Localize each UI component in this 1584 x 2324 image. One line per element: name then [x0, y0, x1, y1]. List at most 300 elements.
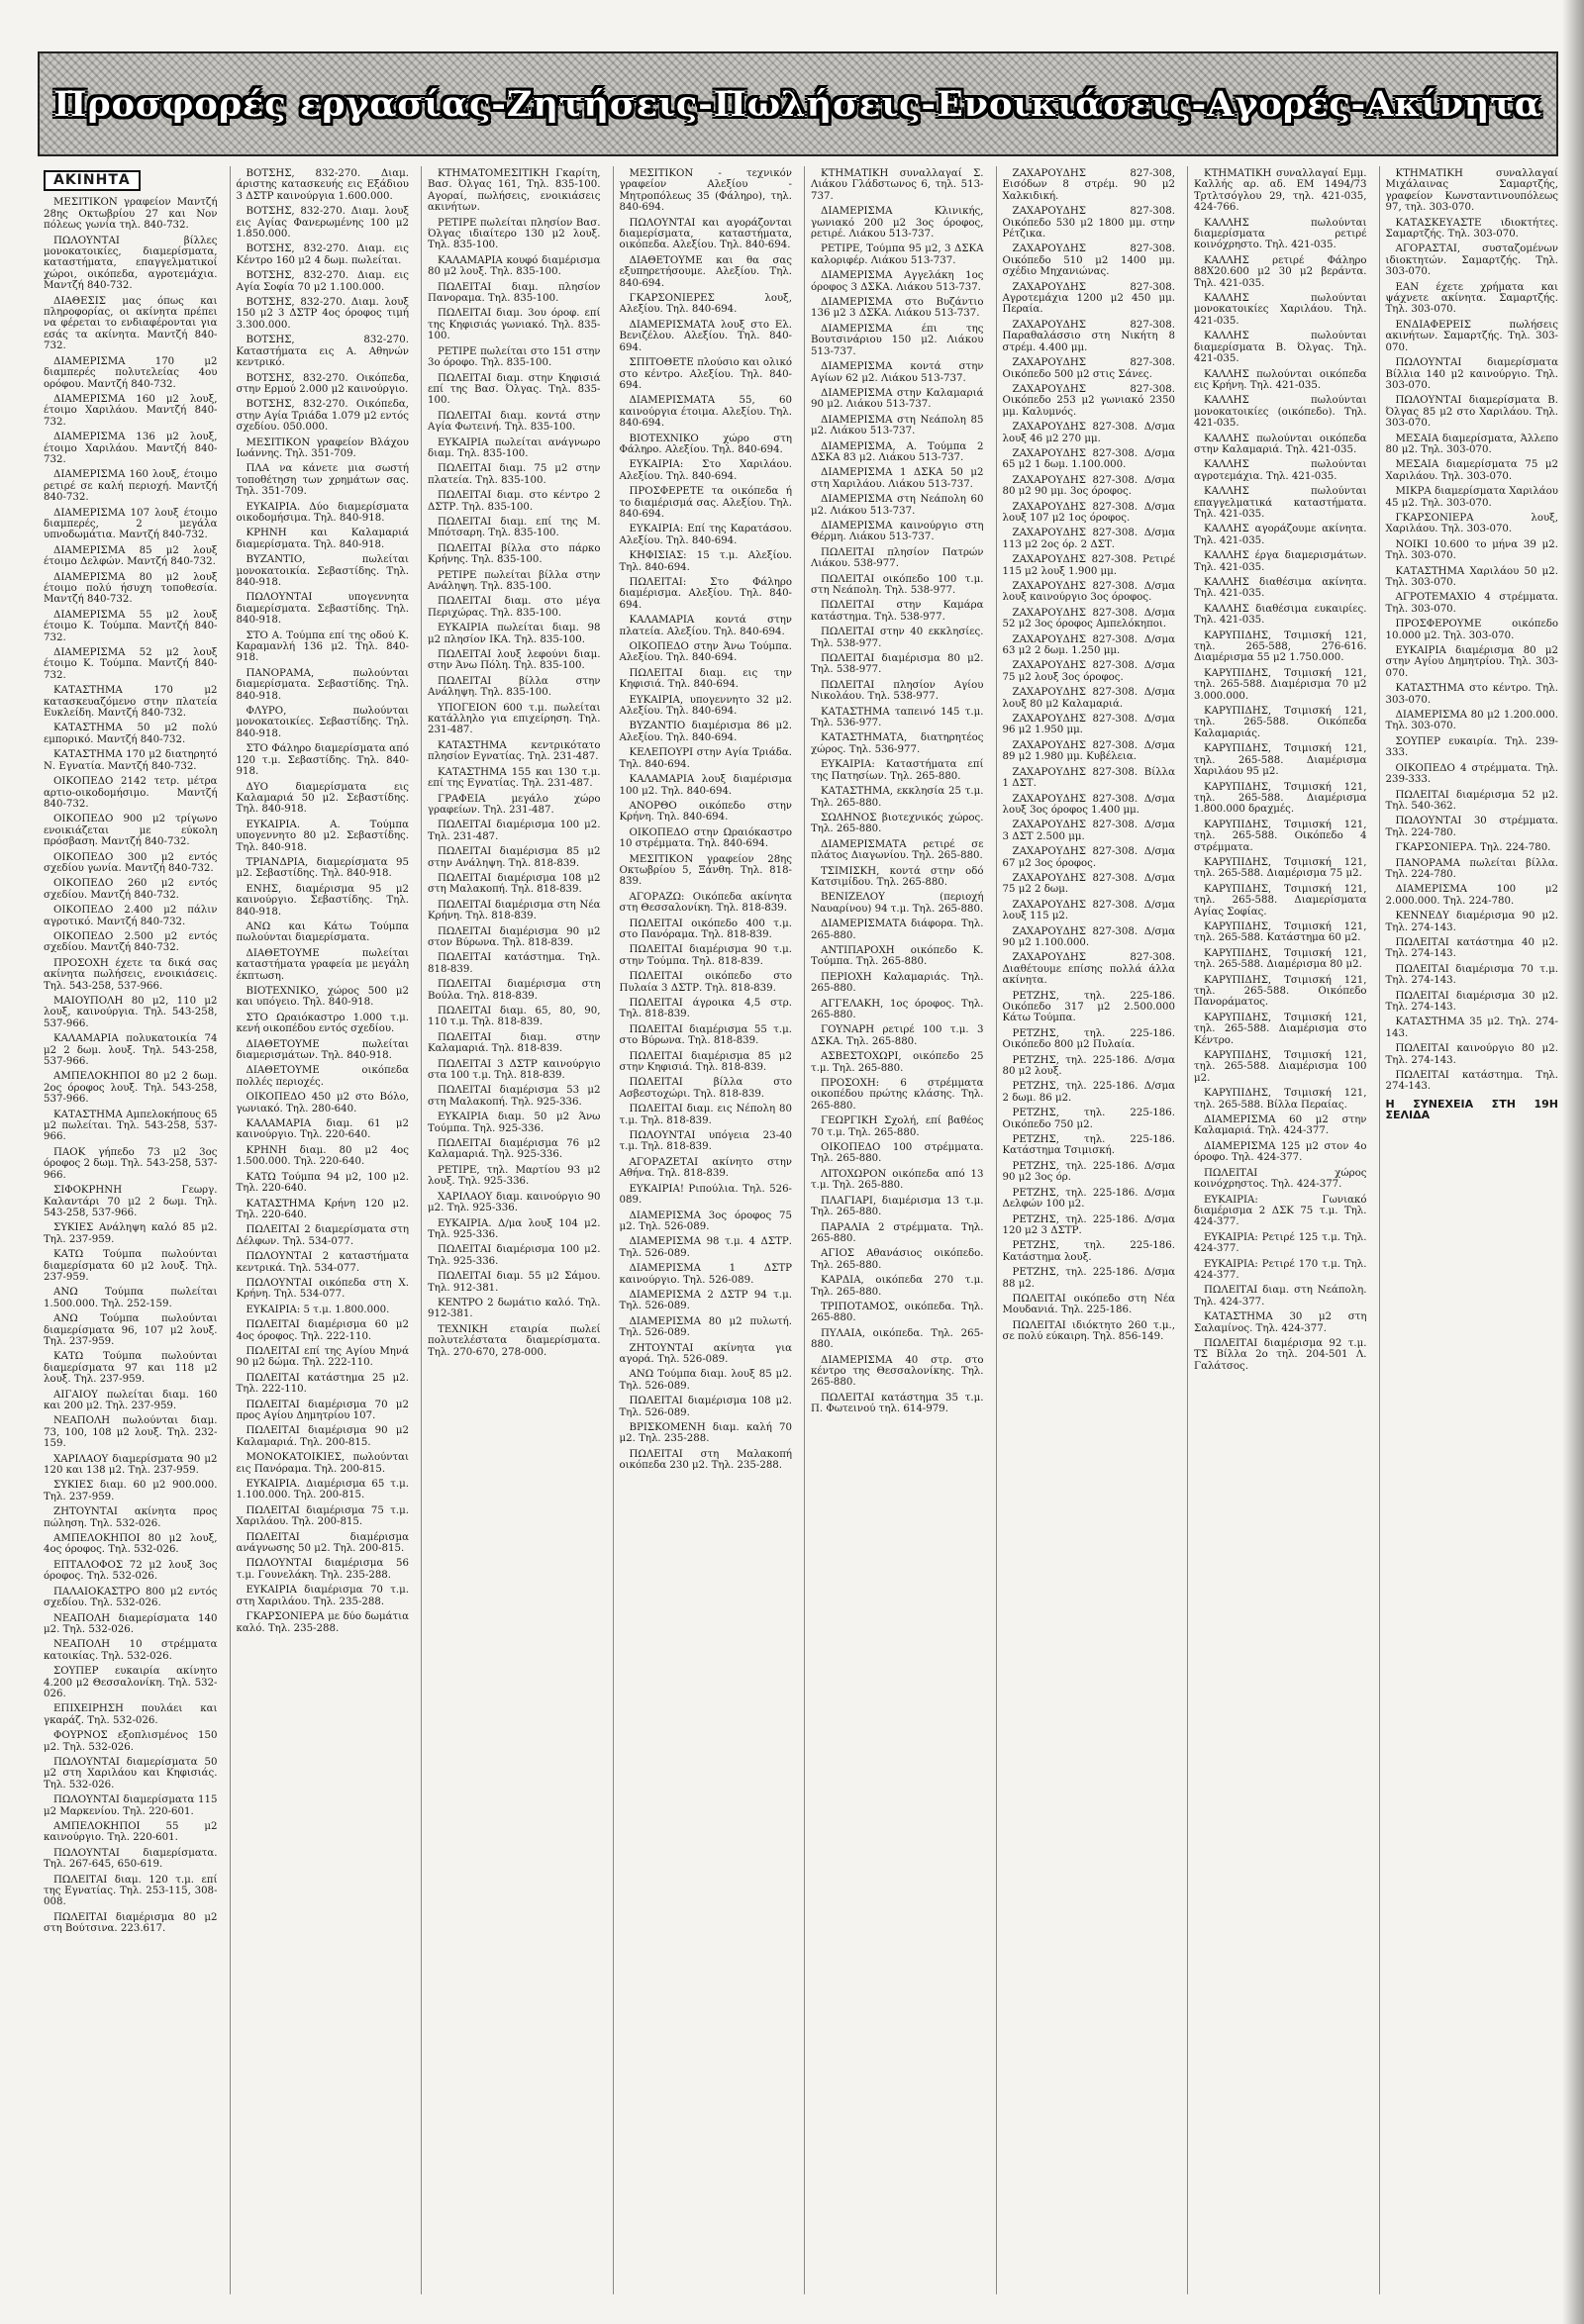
- section-header-akinita: ΑΚΙΝΗΤΑ: [44, 170, 141, 191]
- classified-ad: ΠΑΝΟΡΑΜΑ, πωλούνται διαμερίσματα. Σεβαστίδης. Τηλ. 840-918.: [236, 667, 409, 702]
- classified-ad: ΠΩΛΕΙΤΑΙ διαμέρισμα 108 μ2 στη Μαλακοπή. Τηλ. 818-839.: [428, 872, 601, 896]
- classified-ad: ΚΑΛΑΜΑΡΙΑ πολυκατοικία 74 μ2 2 δωμ. λουξ. Τηλ. 543-258, 537-966.: [44, 1033, 218, 1068]
- classified-ad: ΕΥΚΑΙΡΙΑ. Δύο διαμερίσματα οικοδομήσιμα. Τηλ. 840-918.: [236, 501, 409, 524]
- classified-ad: ΔΙΑΘΕΤΟΥΜΕ οικόπεδα πολλές περιοχές.: [236, 1065, 409, 1088]
- classified-ad: ΖΑΧΑΡΟΥΔΗΣ 827-308. Βίλλα 1 ΔΣΤ.: [1002, 766, 1175, 790]
- column-4: [613, 166, 797, 2294]
- classified-ad: ΒΙΟΤΕΧΝΙΚΟ χώρο στη Φάληρο. Αλεξίου. Τηλ. 840-694.: [619, 433, 792, 455]
- classified-ad: ΔΙΑΜΕΡΙΣΜΑ 80 μ2 λουξ έτοιμο πολύ ήσυχη τοποθεσία. Μαντζή 840-732.: [44, 571, 218, 606]
- classified-ad: ΕΠΤΑΛΟΦΟΣ 72 μ2 λουξ 3ος όροφος. Τηλ. 532-026.: [44, 1559, 218, 1583]
- classified-ad: ΚΑΤΩ Τούμπα πωλούνται διαμερίσματα 97 και 118 μ2 λουξ. Τηλ. 237-959.: [44, 1351, 218, 1386]
- classified-ad: ΖΑΧΑΡΟΥΔΗΣ 827-308. Δ/σμα λουξ 46 μ2 270 μμ.: [1002, 422, 1175, 444]
- classified-ad: ΚΑΡΥΠΙΔΗΣ, Τσιμισκή 121, τηλ. 265-588. Διαμέρισμα στο Κέντρο.: [1194, 1012, 1367, 1046]
- classified-ad: ΔΙΑΜΕΡΙΣΜΑ 80 μ2 πυλωτή. Τηλ. 526-089.: [619, 1315, 792, 1339]
- classified-ad: ΠΩΛΕΙΤΑΙ βίλλα στο Ασβεστοχώρι. Τηλ. 818-839.: [619, 1077, 792, 1100]
- classified-ad: ΔΙΑΜΕΡΙΣΜΑ 160 μ2 λουξ, έτοιμο Χαριλάου. Μαντζή 840-732.: [44, 393, 218, 428]
- classified-ad: ΠΩΛΕΙΤΑΙ οικόπεδο στο Πυλαία 3 ΔΣΤΡ. Τηλ. 818-839.: [619, 971, 792, 994]
- classified-ad: ΔΙΑΜΕΡΙΣΜΑΤΑ διάφορα. Τηλ. 265-880.: [811, 919, 984, 941]
- classified-ad: ΑΓΙΟΣ Αθανάσιος οικόπεδο. Τηλ. 265-880.: [811, 1248, 984, 1271]
- classified-ad: ΚΑΤΑΣΤΗΜΑ 35 μ2. Τηλ. 274-143.: [1385, 1017, 1558, 1039]
- classified-ad: ΚΑΛΛΗΣ πωλούνται επαγγελματικά καταστήματα. Τηλ. 421-035.: [1194, 486, 1367, 520]
- classified-ad: ΟΙΚΟΠΕΔΟ 2.400 μ2 πάλιν αγροτικό. Μαντζή 840-732.: [44, 905, 218, 927]
- classified-ad: ΠΩΛΕΙΤΑΙ βίλλα στο πάρκο Κρήνης. Τηλ. 835-100.: [428, 542, 601, 566]
- classified-ad: ΚΤΗΜΑΤΙΚΗ συναλλαγαί Εμμ. Καλλής αρ. αδ. ΕΜ 1494/73 Τρτλτσόγλου 29, τηλ. 421-035, 424-766.: [1194, 168, 1367, 214]
- classifieds-columns: [38, 166, 1562, 2294]
- classified-ad: ΣΤΟ Ωραιόκαστρο 1.000 τ.μ. κενή οικοπέδου εντός σχεδίου.: [236, 1012, 409, 1035]
- classified-ad: ΜΕΣΙΤΙΚΟΝ - τεχνικόν γραφείον Αλεξίου - Μητροπόλεως 35 (Φάληρο), τηλ. 840-694.: [619, 168, 792, 214]
- classified-ad: ΠΩΛΕΙΤΑΙ διαμέρισμα 30 μ2. Τηλ. 274-143.: [1385, 990, 1558, 1013]
- classified-ad: ΖΑΧΑΡΟΥΔΗΣ 827-308. Δ/σμα 80 μ2 90 μμ. 3ος όροφος.: [1002, 474, 1175, 498]
- classified-ad: ΑΙΓΑΙΟΥ πωλείται διαμ. 160 και 200 μ2. Τηλ. 237-959.: [44, 1389, 218, 1411]
- classified-ad: ΠΩΛΕΙΤΑΙ διαμέρισμα ανάγνωσης 50 μ2. Τηλ. 200-815.: [236, 1531, 409, 1555]
- classified-ad: ΖΑΧΑΡΟΥΔΗΣ 827-308. Δ/σμα λουξ 107 μ2 1ος όροφος.: [1002, 501, 1175, 524]
- classified-ad: ΒΟΤΣΗΣ, 832-270. Διαμ. άριστης κατασκευής εις Εξάδιου 3 ΔΣΤΡ καινούργια 1.600.000.: [236, 168, 409, 202]
- classified-ad: ΖΑΧΑΡΟΥΔΗΣ 827-308. Δ/σμα 63 μ2 2 δωμ. 1.250 μμ.: [1002, 633, 1175, 657]
- classified-ad: ΠΩΛΕΙΤΑΙ διαμέρισμα 100 μ2. Τηλ. 231-487.: [428, 820, 601, 842]
- classified-ad: ΓΚΑΡΣΟΝΙΕΡΑ με δύο δωμάτια καλό. Τηλ. 235-288.: [236, 1611, 409, 1634]
- classified-ad: ΣΤΟ Α. Τούμπα επί της οδού Κ. Καραμανλή 136 μ2. Τηλ. 840-918.: [236, 629, 409, 664]
- classified-ad: ΚΑΛΑΜΑΡΙΑ κοντά στην πλατεία. Αλεξίου. Τηλ. 840-694.: [619, 615, 792, 637]
- column-6: [996, 166, 1180, 2294]
- classified-ad: ΜΙΚΡΑ διαμερίσματα Χαριλάου 45 μ2. Τηλ. 303-070.: [1385, 486, 1558, 509]
- classified-ad: ΚΕΛΕΠΟΥΡΙ στην Αγία Τριάδα. Τηλ. 840-694.: [619, 747, 792, 770]
- ad-list: [1386, 168, 1559, 1093]
- ad-list: [428, 168, 601, 1358]
- classified-ad: ΒΟΤΣΗΣ, 832-270. Οικόπεδα, στην Αγία Τριάδα 1.079 μ2 εντός σχεδίου. 050.000.: [236, 399, 409, 434]
- classified-ad: ΠΩΛΕΙΤΑΙ διαμ. 120 τ.μ. επί της Εγνατίας. Τηλ. 253-115, 308-008.: [44, 1874, 218, 1908]
- classified-ad: ΑΝΤΙΠΑΡΟΧΗ οικόπεδο Κ. Τούμπα. Τηλ. 265-880.: [811, 944, 984, 968]
- classified-ad: ΝΕΑΠΟΛΗ πωλούνται διαμ. 73, 100, 108 μ2 λουξ. Τηλ. 232-159.: [44, 1415, 218, 1450]
- column-8: [1379, 166, 1563, 2294]
- classified-ad: ΟΙΚΟΠΕΔΟ 2.500 μ2 εντός σχεδίου. Μαντζή 840-732.: [44, 930, 218, 954]
- classified-ad: ΤΡΙΠΟΤΑΜΟΣ, οικόπεδα. Τηλ. 265-880.: [811, 1301, 984, 1324]
- classified-ad: ΠΩΛΕΙΤΑΙ διαμέρισμα 92 τ.μ. ΤΣ Βίλλα 2ο τηλ. 204-501 Λ. Γαλάτσος.: [1194, 1337, 1367, 1372]
- classified-ad: ΚΑΡΥΠΙΔΗΣ, Τσιμισκή 121, τηλ. 265-588. Βίλλα Περαίας.: [1194, 1088, 1367, 1111]
- classified-ad: ΠΩΛΕΙΤΑΙ διαμ. στην Καλαμαριά. Τηλ. 818-839.: [428, 1031, 601, 1055]
- classified-ad: ΕΥΚΑΙΡΙΑ πωλείται ανάγνωρο διαμ. Τηλ. 835-100.: [428, 436, 601, 459]
- classified-ad: ΖΑΧΑΡΟΥΔΗΣ 827-308. Δ/σμα λουξ 3ος όροφος 1.400 μμ.: [1002, 793, 1175, 816]
- classified-ad: ΒΟΤΣΗΣ, 832-270. Διαμ. λουξ εις Αγίας Φανερωμένης 100 μ2 1.850.000.: [236, 206, 409, 241]
- classified-ad: ΔΙΑΜΕΡΙΣΜΑΤΑ λουξ στο Ελ. Βενιζέλου. Αλεξίου. Τηλ. 840-694.: [619, 319, 792, 353]
- classified-ad: ΖΑΧΑΡΟΥΔΗΣ 827-308. Δ/σμα 113 μ2 2ος όρ. 2 ΔΣΤ.: [1002, 528, 1175, 550]
- classified-ad: ΠΩΛΟΥΝΤΑΙ υπογεννητα διαμερίσματα. Σεβαστίδης. Τηλ. 840-918.: [236, 592, 409, 627]
- classified-ad: ΒΕΝΙΖΕΛΟΥ (περιοχή Ναυαρίνου) 94 τ.μ. Τηλ. 265-880.: [811, 892, 984, 915]
- classified-ad: ΕΝΔΙΑΦΕΡΕΙΣ πωλήσεις ακινήτων. Σαμαρτζής. Τηλ. 303-070.: [1385, 319, 1558, 353]
- classified-ad: ΠΩΛΕΙΤΑΙ χώρος κοινόχρηστος. Τηλ. 424-377.: [1194, 1167, 1367, 1191]
- classified-ad: ΖΑΧΑΡΟΥΔΗΣ 827-308. Δ/σμα 89 μ2 1.980 μμ. Κυβέλεια.: [1002, 739, 1175, 763]
- classified-ad: ΥΠΟΓΕΙΟΝ 600 τ.μ. πωλείται κατάλληλο για επιχείρηση. Τηλ. 231-487.: [428, 702, 601, 736]
- classified-ad: ΚΑΛΛΗΣ πωλούνται αγροτεμάχια. Τηλ. 421-035.: [1194, 459, 1367, 482]
- classified-ad: ΠΥΛΑΙΑ, οικόπεδα. Τηλ. 265-880.: [811, 1327, 984, 1351]
- classified-ad: ΠΩΛΕΙΤΑΙ διαμέρισμα 108 μ2. Τηλ. 526-089.: [619, 1396, 792, 1418]
- classified-ad: ΔΙΑΜΕΡΙΣΜΑΤΑ 55, 60 καινούργια έτοιμα. Αλεξίου. Τηλ. 840-694.: [619, 395, 792, 430]
- classified-ad: ΠΩΛΕΙΤΑΙ κατάστημα. Τηλ. 818-839.: [428, 952, 601, 975]
- classified-ad: ΠΑΡΑΛΙΑ 2 στρέμματα. Τηλ. 265-880.: [811, 1221, 984, 1244]
- classified-ad: ΚΑΤΑΣΤΗΜΑ Αμπελοκήπους 65 μ2 πωλείται. Τηλ. 543-258, 537-966.: [44, 1109, 218, 1143]
- ad-list: [237, 168, 410, 1634]
- classified-ad: ΠΩΛΕΙΤΑΙ πλησίον Αγίου Νικολάου. Τηλ. 538-977.: [811, 679, 984, 703]
- classified-ad: ΚΑΡΥΠΙΔΗΣ, Τσιμισκή 121, τηλ. 265-588. Οικόπεδο Πανοράματος.: [1194, 974, 1367, 1009]
- classified-ad: ΕΑΝ έχετε χρήματα και ψάχνετε ακίνητα. Σαμαρτζής. Τηλ. 303-070.: [1385, 281, 1558, 316]
- classified-ad: ΠΑΛΑΙΟΚΑΣΤΡΟ 800 μ2 εντός σχεδίου. Τηλ. 532-026.: [44, 1586, 218, 1609]
- classified-ad: ΜΕΣΙΤΙΚΟΝ γραφείον Βλάχου Ιωάννης. Τηλ. 351-709.: [236, 436, 409, 459]
- classified-ad: ΡΕΤΙΡΕ πωλείται στο 151 στην 3ο όροφο. Τηλ. 835-100.: [428, 345, 601, 369]
- classified-ad: ΑΜΠΕΛΟΚΗΠΟΙ 80 μ2 λουξ, 4ος όροφος. Τηλ. 532-026.: [44, 1533, 218, 1556]
- classified-ad: ΔΙΑΜΕΡΙΣΜΑ Αγγελάκη 1ος όροφος 3 ΔΣΚΑ. Λιάκου 513-737.: [811, 270, 984, 293]
- classified-ad: ΒΥΖΑΝΤΙΟ, πωλείται μονοκατοικία. Σεβαστίδης. Τηλ. 840-918.: [236, 554, 409, 588]
- classified-ad: ΑΝΩ και Κάτω Τούμπα πωλούνται διαμερίσματα.: [236, 920, 409, 944]
- classified-ad: ΚΑΤΑΣΤΗΜΑ στο κέντρο. Τηλ. 303-070.: [1385, 683, 1558, 706]
- classified-ad: ΕΥΚΑΙΡΙΑ πωλείται διαμ. 98 μ2 πλησίον ΙΚΑ. Τηλ. 835-100.: [428, 623, 601, 645]
- classified-ad: ΔΙΑΜΕΡΙΣΜΑ καινούργιο στη Θέρμη. Λιάκου 513-737.: [811, 520, 984, 543]
- classified-ad: ΓΕΩΡΓΙΚΗ Σχολή, επί βαθέος 70 τ.μ. Τηλ. 265-880.: [811, 1115, 984, 1138]
- classified-ad: ΖΑΧΑΡΟΥΔΗΣ 827-308. Δ/σμα 75 μ2 λουξ 3ος όροφος.: [1002, 660, 1175, 683]
- classified-ad: ΚΑΡΥΠΙΔΗΣ, Τσιμισκή 121, τηλ. 265-588. Κατάστημα 60 μ2.: [1194, 920, 1367, 944]
- classified-ad: ΠΩΛΟΥΝΤΑΙ 2 καταστήματα κεντρικά. Τηλ. 534-077.: [236, 1251, 409, 1274]
- column-7: [1187, 166, 1371, 2294]
- classified-ad: ΕΥΚΑΙΡΙΑ. Διαμέρισμα 65 τ.μ. 1.100.000. Τηλ. 200-815.: [236, 1479, 409, 1501]
- classified-ad: ΖΑΧΑΡΟΥΔΗΣ 827-308. Δ/σμα 65 μ2 1 δωμ. 1.100.000.: [1002, 447, 1175, 471]
- classified-ad: ΔΙΑΘΕΤΟΥΜΕ και θα σας εξυπηρετήσουμε. Αλεξίου. Τηλ. 840-694.: [619, 254, 792, 289]
- classified-ad: ΔΙΑΜΕΡΙΣΜΑ στη Νεάπολη 60 μ2. Λιάκου 513-737.: [811, 494, 984, 517]
- classified-ad: ΜΕΣΑΙΑ διαμερίσματα 75 μ2 Χαριλάου. Τηλ. 303-070.: [1385, 459, 1558, 482]
- classified-ad: ΔΙΑΜΕΡΙΣΜΑ 3ος όροφος 75 μ2. Τηλ. 526-089.: [619, 1210, 792, 1232]
- classified-ad: ΚΑΤΑΣΚΕΥΑΣΤΕ ιδιοκτήτες. Σαμαρτζής. Τηλ. 303-070.: [1385, 217, 1558, 241]
- classified-ad: ΒΡΙΣΚΟΜΕΝΗ διαμ. καλή 70 μ2. Τηλ. 235-288.: [619, 1422, 792, 1445]
- classified-ad: ΕΥΚΑΙΡΙΑ διαμέρισμα 80 μ2 στην Αγίου Δημητρίου. Τηλ. 303-070.: [1385, 645, 1558, 679]
- classified-ad: ΜΕΣΑΙΑ διαμερίσματα, Άλλεπο 80 μ2. Τηλ. 303-070.: [1385, 433, 1558, 455]
- classified-ad: ΠΩΛΕΙΤΑΙ διαμέρισμα στη Βούλα. Τηλ. 818-839.: [428, 979, 601, 1002]
- classified-ad: ΚΑΛΛΗΣ ρετιρέ Φάληρο 88Χ20.600 μ2 30 μ2 βεράντα. Τηλ. 421-035.: [1194, 254, 1367, 289]
- classified-ad: ΠΩΛΕΙΤΑΙ διαμέρισμα 90 τ.μ. στην Τούμπα. Τηλ. 818-839.: [619, 944, 792, 967]
- ad-list: [620, 168, 793, 1472]
- classified-ad: ΚΑΤΑΣΤΗΜΑ Χαριλάου 50 μ2. Τηλ. 303-070.: [1385, 565, 1558, 588]
- classified-ad: ΖΑΧΑΡΟΥΔΗΣ 827-308. Αγροτεμάχια 1200 μ2 450 μμ. Περαία.: [1002, 281, 1175, 316]
- classified-ad: ΡΕΤΙΡΕ, Τούμπα 95 μ2, 3 ΔΣΚΑ καλοριφέρ. Λιάκου 513-737.: [811, 243, 984, 266]
- classified-ad: ΓΚΑΡΣΟΝΙΕΡΑ. Τηλ. 224-780.: [1395, 842, 1551, 854]
- classified-ad: ΚΑΡΥΠΙΔΗΣ, Τσιμισκή 121, τηλ. 265-588. Διαμέρισμα 1.800.000 δραχμές.: [1194, 781, 1367, 816]
- classified-ad: ΚΑΤΑΣΤΗΜΑ ταπεινό 145 τ.μ. Τηλ. 536-977.: [811, 706, 984, 729]
- classified-ad: ΖΗΤΟΥΝΤΑΙ ακίνητα για αγορά. Τηλ. 526-089.: [619, 1342, 792, 1365]
- classified-ad: ΔΙΑΜΕΡΙΣΜΑ 2 ΔΣΤΡ 94 τ.μ. Τηλ. 526-089.: [619, 1289, 792, 1312]
- classified-ad: ΚΑΤΑΣΤΗΜΑΤΑ, διατηρητέος χώρος. Τηλ. 536-977.: [811, 732, 984, 755]
- classified-ad: ΔΙΑΘΕΤΟΥΜΕ πωλείται διαμερισμάτων. Τηλ. 840-918.: [236, 1038, 409, 1062]
- classified-ad: ΚΑΡΥΠΙΔΗΣ, Τσιμισκή 121, τηλ. 265-588, 276-616. Διαμέρισμα 55 μ2 1.750.000.: [1194, 629, 1367, 664]
- classified-ad: ΠΩΛΕΙΤΑΙ 3 ΔΣΤΡ καινούργιο στα 100 τ.μ. Τηλ. 818-839.: [428, 1058, 601, 1082]
- classified-ad: ΚΑΛΛΗΣ πωλούνται μονοκατοικίες Χαριλάου. Τηλ. 421-035.: [1194, 293, 1367, 327]
- classified-ad: ΠΡΟΣΟΧΗ έχετε τα δικά σας ακίνητα πωλήσεις, ενοικιάσεις. Τηλ. 543-258, 537-966.: [44, 957, 218, 992]
- classified-ad: ΠΩΛΕΙΤΑΙ διαμέρισμα 76 μ2 Καλαμαριά. Τηλ. 925-336.: [428, 1138, 601, 1161]
- classified-ad: ΔΙΑΜΕΡΙΣΜΑ 136 μ2 λουξ, έτοιμο Χαριλάου. Μαντζή 840-732.: [44, 432, 218, 465]
- classified-ad: ΠΩΛΕΙΤΑΙ διαμέρισμα 100 μ2. Τηλ. 925-336.: [428, 1244, 601, 1267]
- classified-ad: ΚΑΤΑΣΤΗΜΑ κεντρικότατο πλησίον Εγνατίας. Τηλ. 231-487.: [428, 739, 601, 763]
- classified-ad: ΖΑΧΑΡΟΥΔΗΣ 827-308. Οικόπεδο 510 μ2 1400 μμ. σχέδιο Μηχανιώνας.: [1002, 243, 1175, 278]
- classified-ad: ΚΑΡΔΙΑ, οικόπεδα 270 τ.μ. Τηλ. 265-880.: [811, 1275, 984, 1298]
- classified-ad: ΠΩΛΕΙΤΑΙ διαμ. εις την Κηφισιά. Τηλ. 840-694.: [619, 667, 792, 691]
- classified-ad: ΠΩΛΟΥΝΤΑΙ υπόγεια 23-40 τ.μ. Τηλ. 818-839.: [619, 1130, 792, 1153]
- classified-ad: ΣΩΛΗΝΟΣ βιοτεχνικός χώρος. Τηλ. 265-880.: [811, 812, 984, 835]
- classified-ad: ΚΤΗΜΑΤΟΜΕΣΙΤΙΚΗ Γκαρίτη, Βασ. Όλγας 161, Τηλ. 835-100. Αγοραί, πωλήσεις, ενοικιάσεις ακινήτων.: [428, 168, 601, 214]
- classified-ad: ΖΑΧΑΡΟΥΔΗΣ 827-308. Δ/σμα 67 μ2 3ος όροφος.: [1002, 846, 1175, 869]
- classified-ad: ΠΩΛΕΙΤΑΙ διαμέρισμα 90 μ2 Καλαμαριά. Τηλ. 200-815.: [236, 1425, 409, 1448]
- classified-ad: ΚΑΤΩ Τούμπα πωλούνται διαμερίσματα 60 μ2 λουξ. Τηλ. 237-959.: [44, 1249, 218, 1283]
- classified-ad: ΝΟΙΚΙ 10.600 το μήνα 39 μ2. Τηλ. 303-070.: [1385, 538, 1558, 562]
- classified-ad: ΚΑΡΥΠΙΔΗΣ, Τσιμισκή 121, τηλ. 265-588. Διαμερίσματα Αγίας Σοφίας.: [1194, 883, 1367, 918]
- classified-ad: ΠΩΛΟΥΝΤΑΙ διαμερίσματα Β. Όλγας 85 μ2 στο Χαριλάου. Τηλ. 303-070.: [1385, 395, 1558, 430]
- classified-ad: ΑΓΟΡΑΣΤΑΙ, συσταζομένων ιδιοκτητών. Σαμαρτζής. Τηλ. 303-070.: [1385, 243, 1558, 278]
- classified-ad: ΠΩΛΟΥΝΤΑΙ 30 στρέμματα. Τηλ. 224-780.: [1385, 816, 1558, 838]
- classified-ad: ΔΙΑΜΕΡΙΣΜΑ 85 μ2 λουξ έτοιμο Δελφών. Μαντζή 840-732.: [44, 544, 218, 568]
- classified-ad: ΠΩΛΕΙΤΑΙ διαμέρισμα 52 μ2. Τηλ. 540-362.: [1385, 789, 1558, 812]
- classified-ad: ΚΗΦΙΣΙΑΣ: 15 τ.μ. Αλεξίου. Τηλ. 840-694.: [619, 550, 792, 573]
- classified-ad: ΣΥΚΙΕΣ Ανάληψη καλό 85 μ2. Τηλ. 237-959.: [44, 1222, 218, 1245]
- classified-ad: ΖΑΧΑΡΟΥΔΗΣ 827-308. Δ/σμα 52 μ2 3ος όροφος Αμπελόκηποι.: [1002, 607, 1175, 630]
- classified-ad: ΕΥΚΑΙΡΙΑ: Ρετιρέ 125 τ.μ. Τηλ. 424-377.: [1194, 1231, 1367, 1255]
- classified-ad: ΔΥΟ διαμερίσματα εις Καλαμαριά 50 μ2. Σεβαστίδης. Τηλ. 840-918.: [236, 781, 409, 816]
- classified-ad: ΠΩΛΕΙΤΑΙ διαμ. κοντά στην Αγία Φωτεινή. Τηλ. 835-100.: [428, 410, 601, 434]
- classified-ad: ΔΙΑΘΕΤΟΥΜΕ πωλείται καταστήματα γραφεία με μεγάλη έκπτωση.: [236, 947, 409, 982]
- classified-ad: ΚΑΛΛΗΣ διαθέσιμα ακίνητα. Τηλ. 421-035.: [1194, 577, 1367, 600]
- classified-ad: ΠΩΛΕΙΤΑΙ διαμ. επί της Μ. Μπότσαρη. Τηλ. 835-100.: [428, 516, 601, 539]
- classified-ad: ΠΩΛΟΥΝΤΑΙ διαμερίσματα 115 μ2 Μαρκενίου. Τηλ. 220-601.: [44, 1794, 218, 1817]
- classified-ad: ΟΙΚΟΠΕΔΟ 2142 τετρ. μέτρα αρτιο-οικοδομήσιμο. Μαντζή 840-732.: [44, 776, 218, 810]
- classified-ad: ΚΕΝΝΕΔΥ διαμέρισμα 90 μ2. Τηλ. 274-143.: [1385, 911, 1558, 933]
- classified-ad: ΕΥΚΑΙΡΙΑ: Γωνιακό διαμέρισμα 2 ΔΣΚ 75 τ.μ. Τηλ. 424-377.: [1194, 1194, 1367, 1228]
- classified-ad: ΕΥΚΑΙΡΙΑ! Ριπούλια. Τηλ. 526-089.: [619, 1183, 792, 1207]
- classified-ad: ΡΕΤΙΡΕ πωλείται πλησίον Βασ. Όλγας ιδιαίτερο 130 μ2 λουξ. Τηλ. 835-100.: [428, 217, 601, 251]
- classified-ad: ΣΟΥΠΕΡ ευκαιρία. Τηλ. 239-333.: [1385, 735, 1558, 759]
- classified-ad: ΕΥΚΑΙΡΙΑ. Δ/μα λουξ 104 μ2. Τηλ. 925-336.: [428, 1217, 601, 1240]
- classified-ad: ΜΑΙΟΥΠΟΛΗ 80 μ2, 110 μ2 λουξ, καινούργια. Τηλ. 543-258, 537-966.: [44, 996, 218, 1029]
- classified-ad: ΚΑΤΑΣΤΗΜΑ 155 και 130 τ.μ. επί της Εγνατίας. Τηλ. 231-487.: [428, 766, 601, 790]
- classified-ad: ΖΑΧΑΡΟΥΔΗΣ 827-308. Οικόπεδο 253 μ2 γωνιακό 2350 μμ. Καλυμνός.: [1002, 383, 1175, 418]
- classified-ad: ΠΩΛΕΙΤΑΙ διαμ. 75 μ2 στην πλατεία. Τηλ. 835-100.: [428, 463, 601, 486]
- classified-ad: ΕΥΚΑΙΡΙΑ, υπογεννητο 32 μ2. Αλεξίου. Τηλ. 840-694.: [619, 694, 792, 718]
- classified-ad: ΠΩΛΟΥΝΤΑΙ διαμερίσματα. Τηλ. 267-645, 650-619.: [44, 1847, 218, 1871]
- classified-ad: ΚΑΡΥΠΙΔΗΣ, Τσιμισκή 121, τηλ. 265-588. Οικόπεδα Καλαμαριάς.: [1194, 706, 1367, 739]
- classified-ad: ΡΕΤΖΗΣ, τηλ. 225-186. Δ/σμα 2 δωμ. 86 μ2.: [1002, 1081, 1175, 1104]
- classified-ad: ΠΩΛΕΙΤΑΙ διαμέρισμα 70 μ2 προς Αγίου Δημητρίου 107.: [236, 1399, 409, 1421]
- classified-ad: ΚΑΤΑΣΤΗΜΑ, εκκλησία 25 τ.μ. Τηλ. 265-880.: [811, 786, 984, 809]
- classified-ad: ΠΩΛΕΙΤΑΙ 2 διαμερίσματα στη Δέλφων. Τηλ. 534-077.: [236, 1224, 409, 1247]
- classified-ad: ΖΑΧΑΡΟΥΔΗΣ 827-308. Δ/σμα λουξ 80 μ2 Καλαμαριά.: [1002, 687, 1175, 710]
- classified-ad: ΣΙΦΟΚΡΗΝΗ Γεωργ. Καλαντάρι 70 μ2 2 δωμ. Τηλ. 543-258, 537-966.: [44, 1185, 218, 1218]
- classified-ad: ΖΗΤΟΥΝΤΑΙ ακίνητα προς πώληση. Τηλ. 532-026.: [44, 1506, 218, 1529]
- classified-ad: ΚΑΛΑΜΑΡΙΑ κουφό διαμέρισμα 80 μ2 λουξ. Τηλ. 835-100.: [428, 254, 601, 278]
- classified-ad: ΡΕΤΙΡΕ, τηλ. Μαρτίου 93 μ2 λουξ. Τηλ. 925-336.: [428, 1164, 601, 1188]
- classified-ad: ΡΕΤΙΡΕ πωλείται βίλλα στην Ανάληψη. Τηλ. 835-100.: [428, 569, 601, 592]
- banner-title: Προσφορές εργασίας-Ζητήσεις-Πωλήσεις-Ενοικιάσεις-Αγορές-Ακίνητα: [53, 83, 1542, 125]
- classified-ad: ΒΥΖΑΝΤΙΟ διαμέρισμα 86 μ2. Αλεξίου. Τηλ. 840-694.: [619, 721, 792, 743]
- classified-ad: ΠΩΛΕΙΤΑΙ διαμ. 3ου όροφ. επί της Κηφισιάς γωνιακό. Τηλ. 835-100.: [428, 308, 601, 342]
- classified-ad: ΚΑΛΛΗΣ διαθέσιμα ευκαιρίες. Τηλ. 421-035.: [1194, 603, 1367, 627]
- classified-ad: ΠΩΛΟΥΝΤΑΙ διαμερίσματα 50 μ2 στη Χαριλάου και Κηφισιάς. Τηλ. 532-026.: [44, 1756, 218, 1791]
- classified-ad: ΕΥΚΑΙΡΙΑ: Καταστήματα επί της Πατησίων. Τηλ. 265-880.: [811, 759, 984, 782]
- classified-ad: ΔΙΑΜΕΡΙΣΜΑ κοντά στην Αγίων 62 μ2. Λιάκου 513-737.: [811, 361, 984, 384]
- classified-ad: ΠΩΛΕΙΤΑΙ διαμέρισμα στη Νέα Κρήνη. Τηλ. 818-839.: [428, 899, 601, 922]
- classified-ad: ΚΑΤΩ Τούμπα 94 μ2, 100 μ2. Τηλ. 220-640.: [236, 1171, 409, 1195]
- classified-ad: ΣΟΥΠΕΡ ευκαιρία ακίνητο 4.200 μ2 Θεσσαλονίκη. Τηλ. 532-026.: [44, 1666, 218, 1699]
- classified-ad: ΔΙΑΜΕΡΙΣΜΑ 107 λουξ έτοιμο διαμπερές, 2 μεγάλα υπνοδωμάτια. Μαντζή 840-732.: [44, 507, 218, 541]
- classified-ad: ΚΑΤΑΣΤΗΜΑ 50 μ2 πολύ εμπορικό. Μαντζή 840-732.: [44, 723, 218, 745]
- classified-ad: ΔΙΑΜΕΡΙΣΜΑ, Α. Τούμπα 2 ΔΣΚΑ 83 μ2. Λιάκου 513-737.: [811, 440, 984, 463]
- classified-ad: ΑΝΟΡΘΟ οικόπεδο στην Κρήνη. Τηλ. 840-694.: [619, 800, 792, 823]
- classified-ad: ΤΡΙΑΝΔΡΙΑ, διαμερίσματα 95 μ2. Σεβαστίδης. Τηλ. 840-918.: [236, 856, 409, 880]
- classified-ad: ΠΩΛΕΙΤΑΙ πλησίον Πατρών Λιάκου. 538-977.: [811, 546, 984, 570]
- classified-ad: ΕΥΚΑΙΡΙΑ διαμ. 50 μ2 Άνω Τούμπα. Τηλ. 925-336.: [428, 1112, 601, 1134]
- classified-ad: ΠΩΛΕΙΤΑΙ διαμέρισμα 90 μ2 στον Βύρωνα. Τηλ. 818-839.: [428, 925, 601, 948]
- classified-ad: ΦΛΥΡΟ, πωλούνται μονοκατοικίες. Σεβαστίδης. Τηλ. 840-918.: [236, 706, 409, 739]
- classified-ad: ΚΑΛΛΗΣ πωλούνται διαμερίσματα ρετιρέ κοινόχρηστο. Τηλ. 421-035.: [1194, 217, 1367, 251]
- ad-list: [811, 168, 984, 1415]
- classified-ad: ΔΙΑΜΕΡΙΣΜΑ 40 στρ. στο κέντρο της Θεσσαλονίκης. Τηλ. 265-880.: [811, 1354, 984, 1389]
- classified-ad: ΠΩΛΕΙΤΑΙ διαμ. στην Κηφισιά επί της Βασ. Όλγας. Τηλ. 835-100.: [428, 372, 601, 407]
- classified-ad: ΟΙΚΟΠΕΔΟ 900 μ2 τρίγωνο ενοικιάζεται με εύκολη πρόσβαση. Μαντζή 840-732.: [44, 814, 218, 848]
- column-5: [804, 166, 988, 2294]
- classified-ad: ΚΑΤΑΣΤΗΜΑ 170 μ2 διατηρητό Ν. Εγνατία. Μαντζή 840-732.: [44, 749, 218, 772]
- classified-ad: ΖΑΧΑΡΟΥΔΗΣ 827-308. Ρετιρέ 115 μ2 λουξ 1.900 μμ.: [1002, 554, 1175, 577]
- classified-ad: ΖΑΧΑΡΟΥΔΗΣ 827-308. Οικόπεδο 530 μ2 1800 μμ. στην Ρέτζικα.: [1002, 206, 1175, 241]
- classified-ad: ΚΑΡΥΠΙΔΗΣ, Τσιμισκή 121, τηλ. 265-588. Διαμέρισμα 100 μ2.: [1194, 1050, 1367, 1084]
- classified-ad: ΟΙΚΟΠΕΔΟ στην Ωραιόκαστρο 10 στρέμματα. Τηλ. 840-694.: [619, 826, 792, 850]
- classified-ad: ΔΙΑΜΕΡΙΣΜΑ 170 μ2 διαμπερές πολυτελείας 4ου ορόφου. Μαντζή 840-732.: [44, 355, 218, 390]
- classified-ad: ΠΩΛΕΙΤΑΙ στην 40 εκκλησίες. Τηλ. 538-977.: [811, 627, 984, 649]
- classified-ad: ΑΝΩ Τούμπα διαμ. λουξ 85 μ2. Τηλ. 526-089.: [619, 1369, 792, 1392]
- classified-ad: ΕΥΚΑΙΡΙΑ: Στο Χαριλάου. Αλεξίου. Τηλ. 840-694.: [619, 459, 792, 482]
- classified-ad: ΠΩΛΕΙΤΑΙ κατάστημα 35 τ.μ. Π. Φωτεινού τηλ. 614-979.: [811, 1392, 984, 1415]
- classified-ad: ΠΡΟΣΦΕΡΟΥΜΕ οικόπεδο 10.000 μ2. Τηλ. 303-070.: [1385, 619, 1558, 641]
- classified-ad: ΑΓΓΕΛΑΚΗ, 1ος όροφος. Τηλ. 265-880.: [811, 998, 984, 1020]
- classified-ad: ΒΟΤΣΗΣ, 832-270. Διαμ. εις Αγία Σοφία 70 μ2 1.100.000.: [236, 270, 409, 293]
- page-banner: [38, 51, 1558, 156]
- classified-ad: ΠΩΛΕΙΤΑΙ άγροικα 4,5 στρ. Τηλ. 818-839.: [619, 998, 792, 1020]
- classified-ad: ΠΩΛΕΙΤΑΙ διαμέρισμα 75 τ.μ. Χαριλάου. Τηλ. 200-815.: [236, 1504, 409, 1528]
- classified-ad: ΚΑΡΥΠΙΔΗΣ, Τσιμισκή 121, τηλ. 265-588. Οικόπεδο 4 στρέμματα.: [1194, 819, 1367, 853]
- classified-ad: ΖΑΧΑΡΟΥΔΗΣ 827-308. Διαθέτουμε επίσης πολλά άλλα ακίνητα.: [1002, 952, 1175, 987]
- classified-ad: ΚΕΝΤΡΟ 2 δωμάτιο καλό. Τηλ. 912-381.: [428, 1297, 601, 1320]
- column-3: [421, 166, 605, 2294]
- classified-ad: ΚΡΗΝΗ και Καλαμαριά διαμερίσματα. Τηλ. 840-918.: [236, 528, 409, 550]
- classified-ad: ΔΙΑΜΕΡΙΣΜΑ έπι της Βουτσινάριου 150 μ2. Λιάκου 513-737.: [811, 323, 984, 357]
- classified-ad: ΚΑΛΛΗΣ έργα διαμερισμάτων. Τηλ. 421-035.: [1194, 550, 1367, 573]
- page-edge-shadow: [1562, 0, 1584, 2324]
- classified-ad: ΠΩΛΕΙΤΑΙ διαμέρισμα 80 μ2 στη Βούτσινα. 223.617.: [44, 1911, 218, 1935]
- classified-ad: ΖΑΧΑΡΟΥΔΗΣ 827-308, Εισόδων 8 στρέμ. 90 μ2 Χαλκιδική.: [1002, 168, 1175, 202]
- classified-ad: ΔΙΑΜΕΡΙΣΜΑΤΑ ρετιρέ σε πλάτος Διαγωνίου. Τηλ. 265-880.: [811, 838, 984, 862]
- classified-ad: ΜΟΝΟΚΑΤΟΙΚΙΕΣ, πωλούνται εις Πανόραμα. Τηλ. 200-815.: [236, 1452, 409, 1475]
- classified-ad: ΠΩΛΕΙΤΑΙ οικόπεδο στη Νέα Μουδανιά. Τηλ. 225-186.: [1002, 1293, 1175, 1316]
- classified-ad: ΕΥΚΑΙΡΙΑ. Α. Τούμπα υπογεννητο 80 μ2. Σεβαστίδης. Τηλ. 840-918.: [236, 819, 409, 853]
- classified-ad: ΚΑΛΑΜΑΡΙΑ λουξ διαμέρισμα 100 μ2. Τηλ. 840-694.: [619, 774, 792, 797]
- classified-ad: ΚΑΤΑΣΤΗΜΑ Κρήνη 120 μ2. Τηλ. 220-640.: [236, 1198, 409, 1220]
- classified-ad: ΡΕΤΖΗΣ, τηλ. 225-186. Οικόπεδο 317 μ2 2.500.000 Κάτω Τούμπα.: [1002, 990, 1175, 1024]
- classified-ad: ΝΕΑΠΟΛΗ 10 στρέμματα κατοικίας. Τηλ. 532-026.: [44, 1639, 218, 1662]
- classified-ad: ΝΕΑΠΟΛΗ διαμερίσματα 140 μ2. Τηλ. 532-026.: [44, 1612, 218, 1635]
- classified-ad: ΖΑΧΑΡΟΥΔΗΣ 827-308. Δ/σμα 90 μ2 1.100.000.: [1002, 925, 1175, 948]
- classified-ad: ΠΩΛΕΙΤΑΙ διαμέρισμα 85 μ2 στην Ανάληψη. Τηλ. 818-839.: [428, 846, 601, 869]
- classified-ad: ΚΑΛΛΗΣ πωλούνται οικόπεδα στην Καλαμαριά. Τηλ. 421-035.: [1194, 433, 1367, 455]
- classified-ad: ΡΕΤΖΗΣ, τηλ. 225-186. Δ/σμα 120 μ2 3 ΔΣΤΡ.: [1002, 1213, 1175, 1236]
- classified-ad: ΓΡΑΦΕΙΑ μεγάλο χώρο γραφείων. Τηλ. 231-487.: [428, 793, 601, 816]
- classified-ad: ΤΣΙΜΙΣΚΗ, κοντά στην οδό Κατσιμίδου. Τηλ. 265-880.: [811, 865, 984, 888]
- classified-ad: ΑΓΡΟΤΕΜΑΧΙΟ 4 στρέμματα. Τηλ. 303-070.: [1385, 592, 1558, 615]
- classified-ad: ΕΥΚΑΙΡΙΑ: 5 τ.μ. 1.800.000.: [246, 1304, 390, 1315]
- classified-ad: ΠΩΛΕΙΤΑΙ διαμ. στη Νεάπολη. Τηλ. 424-377.: [1194, 1285, 1367, 1307]
- classified-ad: ΑΝΩ Τούμπα πωλείται 1.500.000. Τηλ. 252-159.: [44, 1287, 218, 1309]
- classified-ad: ΔΙΑΜΕΡΙΣΜΑ στη Νεάπολη 85 μ2. Λιάκου 513-737.: [811, 414, 984, 437]
- classified-ad: ΚΑΛΑΜΑΡΙΑ διαμ. 61 μ2 καινούργιο. Τηλ. 220-640.: [236, 1118, 409, 1141]
- classified-ad: ΔΙΑΜΕΡΙΣΜΑ 1 ΔΣΚΑ 50 μ2 στη Χαριλάου. Λιάκου 513-737.: [811, 467, 984, 490]
- classified-ad: ΠΡΟΣΟΧΗ: 6 στρέμματα οικοπέδου πρώτης κλάσης. Τηλ. 265-880.: [811, 1078, 984, 1112]
- classified-ad: ΠΩΛΕΙΤΑΙ διαμ. στο κέντρο 2 ΔΣΤΡ. Τηλ. 835-100.: [428, 490, 601, 513]
- classified-ad: ΓΚΑΡΣΟΝΙΕΡΑ λουξ, Χαριλάου. Τηλ. 303-070.: [1385, 512, 1558, 535]
- classified-ad: ΠΑΟΚ γήπεδο 73 μ2 3ος όροφος 2 δωμ. Τηλ. 543-258, 537-966.: [44, 1146, 218, 1181]
- ad-list: [1194, 168, 1367, 1372]
- classified-ad: ΔΙΑΜΕΡΙΣΜΑ Κλινικής, γωνιακό 200 μ2 3ος όροφος, ρετιρέ. Λιάκου 513-737.: [811, 206, 984, 241]
- classified-ad: ΔΙΑΘΕΣΙΣ μας όπως και πληροφορίας, οι ακίνητα πρέπει να φέρεται το ενδιαφέρονται για εσάς τα ακίνητα. Μαντζή 840-732.: [44, 295, 218, 352]
- classified-ad: ΠΩΛΟΥΝΤΑΙ οικόπεδα στη Χ. Κρήνη. Τηλ. 534-077.: [236, 1277, 409, 1301]
- classified-ad: ΤΕΧΝΙΚΗ εταιρία πωλεί πολυτελέστατα διαμερίσματα. Τηλ. 270-670, 278-000.: [428, 1323, 601, 1358]
- classified-ad: ΖΑΧΑΡΟΥΔΗΣ 827-308. Δ/σμα λουξ 115 μ2.: [1002, 899, 1175, 922]
- classified-ad: ΠΑΝΟΡΑΜΑ πωλείται βίλλα. Τηλ. 224-780.: [1385, 857, 1558, 880]
- classified-ad: ΒΟΤΣΗΣ, 832-270. Οικόπεδα, στην Ερμού 2.000 μ2 καινούργιο.: [236, 372, 409, 395]
- classified-ad: ΚΑΡΥΠΙΔΗΣ, Τσιμισκή 121, τηλ. 265-588. Διαμέρισμα Χαριλάου 95 μ2.: [1194, 743, 1367, 778]
- classified-ad: ΠΩΛΕΙΤΑΙ καινούργιο 80 μ2. Τηλ. 274-143.: [1385, 1043, 1558, 1066]
- classified-ad: ΠΩΛΕΙΤΑΙ στη Μαλακοπή οικόπεδα 230 μ2. Τηλ. 235-288.: [619, 1448, 792, 1472]
- classified-ad: ΣΠΙΤΟΘΕΤΕ πλούσιο και ολικό στο κέντρο. Αλεξίου. Τηλ. 840-694.: [619, 357, 792, 391]
- classified-ad: ΚΑΤΑΣΤΗΜΑ 30 μ2 στη Σαλαμίνος. Τηλ. 424-377.: [1194, 1311, 1367, 1334]
- classified-ad: ΚΑΡΥΠΙΔΗΣ, Τσιμισκή 121, τηλ. 265-588. Διαμέρισμα 70 μ2 3.000.000.: [1194, 667, 1367, 702]
- classified-ad: ΠΩΛΕΙΤΑΙ κατάστημα. Τηλ. 274-143.: [1385, 1070, 1558, 1093]
- classified-ad: ΜΕΣΙΤΙΚΟΝ γραφείον Μαντζή 28ης Οκτωβρίου 27 και Νον πόλεως γωνία τηλ. 840-732.: [44, 197, 218, 232]
- classified-ad: ΠΩΛΕΙΤΑΙ στην Καμάρα κατάστημα. Τηλ. 538-977.: [811, 600, 984, 623]
- classified-ad: ΚΡΗΝΗ διαμ. 80 μ2 4ος 1.500.000. Τηλ. 220-640.: [236, 1144, 409, 1168]
- classified-ad: ΠΩΛΕΙΤΑΙ διαμέρισμα 60 μ2 4ος όροφος. Τηλ. 222-110.: [236, 1319, 409, 1342]
- classified-ad: ΠΩΛΟΥΝΤΑΙ διαμέρισμα 56 τ.μ. Γουνελάκη. Τηλ. 235-288.: [236, 1558, 409, 1581]
- classified-ad: ΠΩΛΟΥΝΤΑΙ διαμερίσματα Βίλλια 140 μ2 καινούργιο. Τηλ. 303-070.: [1385, 357, 1558, 391]
- classified-ad: ΔΙΑΜΕΡΙΣΜΑ στο Βυζάντιο 136 μ2 3 ΔΣΚΑ. Λιάκου 513-737.: [811, 297, 984, 320]
- classified-ad: ΠΩΛΕΙΤΑΙ λουξ λεφούνι διαμ. στην Άνω Πόλη. Τηλ. 835-100.: [428, 649, 601, 672]
- classified-ad: ΠΩΛΕΙΤΑΙ διαμέρισμα 55 τ.μ. στο Βύρωνα. Τηλ. 818-839.: [619, 1023, 792, 1047]
- classified-ad: ΖΑΧΑΡΟΥΔΗΣ 827-308. Δ/σμα 3 ΔΣΤ 2.500 μμ.: [1002, 820, 1175, 842]
- classified-ad: ΠΡΟΣΦΕΡΕΤΕ τα οικόπεδα ή το διαμέρισμά σας. Αλεξίου. Τηλ. 840-694.: [619, 486, 792, 520]
- classified-ad: ΠΛΑΓΙΑΡΙ, διαμέρισμα 13 τ.μ. Τηλ. 265-880.: [811, 1195, 984, 1218]
- classified-ad: ΚΑΤΑΣΤΗΜΑ 170 μ2 κατασκευαζόμενο στην πλατεία Ευκλείδη. Μαντζή 840-732.: [44, 685, 218, 720]
- classified-ad: ΔΙΑΜΕΡΙΣΜΑ στην Καλαμαριά 90 μ2. Λιάκου 513-737.: [811, 387, 984, 411]
- classified-ad: ΚΑΛΛΗΣ πωλούνται μονοκατοικίες (οικόπεδο). Τηλ. 421-035.: [1194, 395, 1367, 430]
- ad-list: [44, 197, 218, 1934]
- classified-ad: ΠΩΛΕΙΤΑΙ κατάστημα 40 μ2. Τηλ. 274-143.: [1385, 936, 1558, 960]
- classified-ad: ΡΕΤΖΗΣ, τηλ. 225-186. Κατάστημα λουξ.: [1002, 1240, 1175, 1263]
- classified-ad: ΓΚΑΡΣΟΝΙΕΡΕΣ λουξ, Αλεξίου. Τηλ. 840-694.: [619, 293, 792, 316]
- classified-ad: ΚΑΡΥΠΙΔΗΣ, Τσιμισκή 121, τηλ. 265-588. Διαμέρισμα 80 μ2.: [1194, 947, 1367, 971]
- classified-ad: ΠΩΛΕΙΤΑΙ επί της Αγίου Μηνά 90 μ2 δώμα. Τηλ. 222-110.: [236, 1345, 409, 1369]
- classified-ad: ΠΩΛΕΙΤΑΙ διαμ. πλησίον Πανοραμα. Τηλ. 835-100.: [428, 281, 601, 305]
- classified-ad: ΚΤΗΜΑΤΙΚΗ συναλλαγαί Σ. Λιάκου Γλάδστωνος 6, τηλ. 513-737.: [811, 168, 984, 202]
- classified-ad: ΡΕΤΖΗΣ, τηλ. 225-186. Δ/σμα 80 μ2 λουξ.: [1002, 1054, 1175, 1078]
- classified-ad: ΠΩΛΕΙΤΑΙ διαμέρισμα 85 μ2 στην Κηφισιά. Τηλ. 818-839.: [619, 1050, 792, 1074]
- classified-ad: ΡΕΤΖΗΣ, τηλ. 225-186. Οικόπεδο 800 μ2 Πυλαία.: [1002, 1027, 1175, 1051]
- classified-ad: ΚΑΛΛΗΣ πωλούνται οικόπεδα εις Κρήνη. Τηλ. 421-035.: [1194, 368, 1367, 391]
- classified-ad: ΚΑΛΛΗΣ αγοράζουμε ακίνητα. Τηλ. 421-035.: [1194, 524, 1367, 546]
- classified-ad: ΓΟΥΝΑΡΗ ρετιρέ 100 τ.μ. 3 ΔΣΚΑ. Τηλ. 265-880.: [811, 1024, 984, 1047]
- classified-ad: ΕΠΙΧΕΙΡΗΣΗ πουλάει και γκαράζ. Τηλ. 532-026.: [44, 1703, 218, 1726]
- classified-ad: ΟΙΚΟΠΕΔΟ 100 στρέμματα. Τηλ. 265-880.: [811, 1142, 984, 1165]
- classified-ad: ΠΩΛΕΙΤΑΙ ιδιόκτητο 260 τ.μ., σε πολύ εύκαιρη. Τηλ. 856-149.: [1002, 1319, 1175, 1343]
- classified-ad: ΔΙΑΜΕΡΙΣΜΑ 55 μ2 λουξ έτοιμο Κ. Τούμπα. Μαντζή 840-732.: [44, 609, 218, 643]
- classified-ad: ΠΩΛΕΙΤΑΙ διαμέρισμα 80 μ2. Τηλ. 538-977.: [811, 653, 984, 676]
- classified-ad: ΕΝΗΣ, διαμέρισμα 95 μ2 καινούργιο. Σεβαστίδης. Τηλ. 840-918.: [236, 883, 409, 918]
